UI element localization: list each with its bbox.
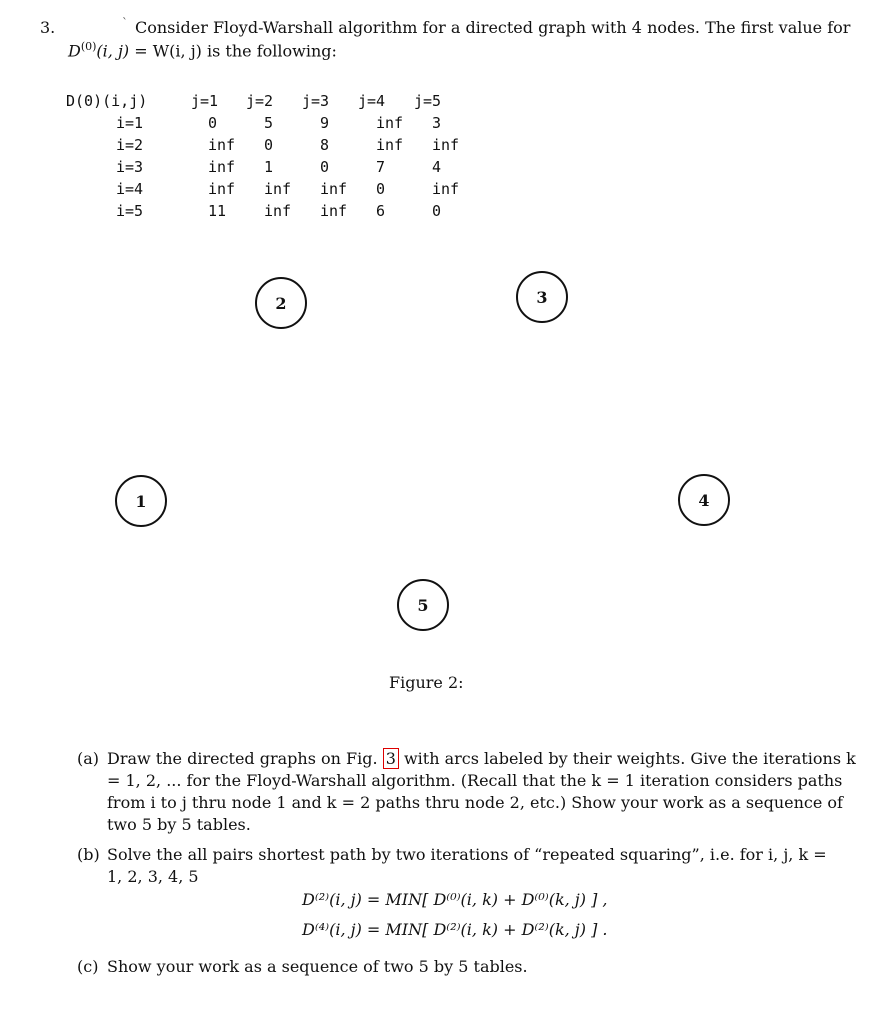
part-c-text: Show your work as a sequence of two 5 by 5 tables. (107, 957, 528, 976)
matrix-cell: 5 (264, 114, 274, 132)
equation-d4: D⁽⁴⁾(i, j) = MIN[ D⁽²⁾(i, k) + D⁽²⁾(k, j) ] . (302, 920, 608, 939)
row-header: i=2 (116, 136, 144, 154)
matrix-cell: inf (320, 180, 348, 198)
graph-node-3: 3 (516, 271, 568, 323)
col-header: j=3 (302, 92, 330, 110)
matrix-cell: inf (264, 202, 292, 220)
matrix-cell: 0 (264, 136, 274, 154)
matrix-cell: inf (376, 136, 404, 154)
row-header: i=5 (116, 202, 144, 220)
matrix-cell: 3 (432, 114, 442, 132)
problem-number: 3. (40, 18, 56, 37)
part-b-line2: 1, 2, 3, 4, 5 (107, 867, 199, 886)
part-a-line2: = 1, 2, ... for the Floyd-Warshall algorithm. (Recall that the k = 1 iteration considers paths (107, 771, 843, 790)
matrix-cell: inf (320, 202, 348, 220)
stray-mark: ` (122, 16, 128, 30)
part-b-line1: Solve the all pairs shortest path by two iterations of “repeated squaring”, i.e. for i, j, k = (107, 845, 827, 864)
graph-node-5: 5 (397, 579, 449, 631)
matrix-cell: 7 (376, 158, 386, 176)
matrix-cell: inf (432, 180, 460, 198)
row-header: i=3 (116, 158, 144, 176)
d0-symbol: D (68, 41, 81, 61)
part-b-label: (b) (77, 845, 100, 864)
part-a-label: (a) (77, 749, 100, 768)
part-a-line4: two 5 by 5 tables. (107, 815, 251, 834)
matrix-cell: 6 (376, 202, 386, 220)
graph-node-1: 1 (115, 475, 167, 527)
row-header: i=1 (116, 114, 144, 132)
matrix-cell: inf (208, 180, 236, 198)
problem-intro-line2 (68, 40, 337, 60)
matrix-cell: 0 (376, 180, 386, 198)
part-a-text: with arcs labeled by their weights. Give the iterations k (403, 749, 856, 768)
intro-equation: = W(i, j) is the following: (129, 41, 337, 61)
d0-args: (i, j) (96, 41, 130, 61)
d0-superscript: (0) (80, 40, 97, 53)
matrix-cell: 0 (320, 158, 330, 176)
matrix-cell: 0 (208, 114, 218, 132)
matrix-cell: inf (208, 158, 236, 176)
matrix-cell: inf (264, 180, 292, 198)
col-header: j=2 (246, 92, 274, 110)
matrix-cell: 0 (432, 202, 442, 220)
matrix-cell: inf (376, 114, 404, 132)
figure-caption: Figure 2: (389, 673, 464, 692)
equation-d2: D⁽²⁾(i, j) = MIN[ D⁽⁰⁾(i, k) + D⁽⁰⁾(k, j) ] , (302, 890, 608, 909)
part-a-line3: from i to j thru node 1 and k = 2 paths thru node 2, etc.) Show your work as a sequence of (107, 793, 843, 812)
problem-intro-line1: Consider Floyd-Warshall algorithm for a directed graph with 4 nodes. The first value for (135, 18, 851, 37)
matrix-corner-label: D(0)(i,j) (66, 92, 148, 110)
matrix-cell: inf (208, 136, 236, 154)
col-header: j=1 (191, 92, 219, 110)
matrix-cell: 9 (320, 114, 330, 132)
matrix-cell: 1 (264, 158, 274, 176)
row-header: i=4 (116, 180, 144, 198)
graph-node-2: 2 (255, 277, 307, 329)
matrix-cell: 8 (320, 136, 330, 154)
matrix-cell: 11 (208, 202, 227, 220)
figure-reference-link[interactable]: 3 (383, 748, 399, 769)
col-header: j=5 (414, 92, 442, 110)
matrix-cell: 4 (432, 158, 442, 176)
part-a-line1 (107, 749, 856, 768)
matrix-cell: inf (432, 136, 460, 154)
col-header: j=4 (358, 92, 386, 110)
graph-node-4: 4 (678, 474, 730, 526)
part-a-text: Draw the directed graphs on Fig. (107, 749, 378, 768)
part-c-label: (c) (77, 957, 99, 976)
